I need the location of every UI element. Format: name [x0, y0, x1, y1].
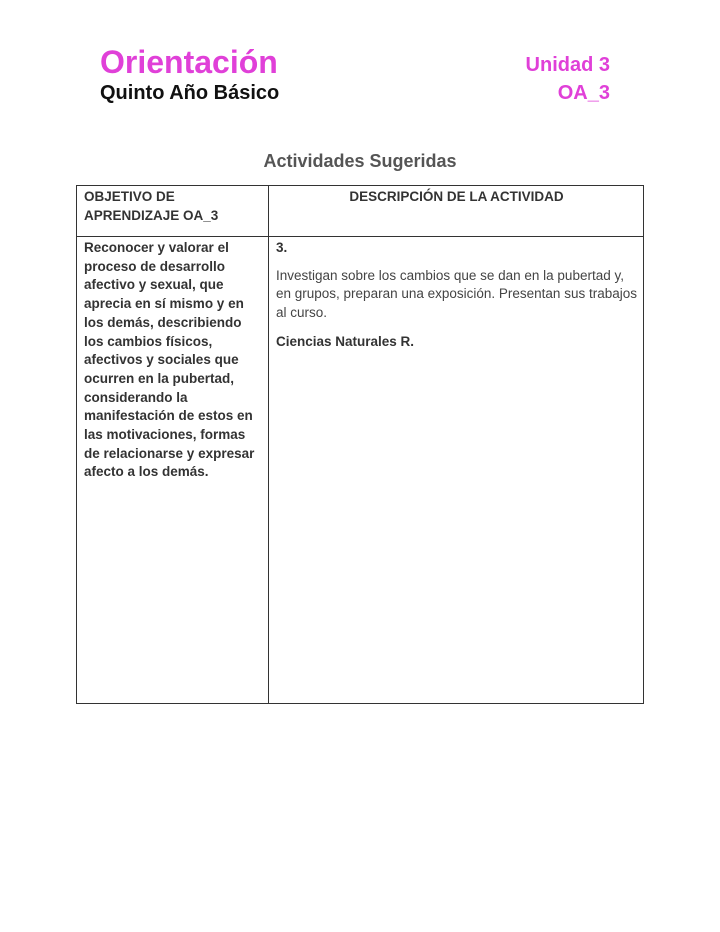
activity-text: Investigan sobre los cambios que se dan en la pubertad y, en grupos, preparan una exposición. Presentan sus trabajos al curso.: [276, 267, 637, 321]
column-header-objective: OBJETIVO DE APRENDIZAJE OA_3: [77, 186, 269, 237]
grade-subtitle: Quinto Año Básico: [100, 82, 280, 104]
activity-number: 3.: [276, 240, 288, 255]
column-header-description: DESCRIPCIÓN DE LA ACTIVIDAD: [269, 186, 644, 237]
table-header-row: [77, 186, 644, 237]
section-heading: Actividades Sugeridas: [263, 151, 457, 171]
activity-subject: Ciencias Naturales R.: [276, 333, 415, 349]
unit-label: Unidad 3: [525, 54, 610, 76]
activities-table: [76, 185, 644, 704]
objective-cell: Reconocer y valorar el proceso de desarrollo afectivo y sexual, que aprecia en sí mismo y en los demás, describiendo los cambios físicos, afectivos y sociales que ocurren en la pubertad, considerando la manifestación de estos en las motivaciones, formas de relacionarse y expresar afecto a los demás.: [77, 237, 269, 704]
document-header: [0, 0, 720, 120]
description-cell: [269, 237, 644, 704]
oa-code-label: OA_3: [557, 82, 610, 104]
page-title: Orientación: [100, 44, 278, 80]
table-row: [77, 237, 644, 704]
